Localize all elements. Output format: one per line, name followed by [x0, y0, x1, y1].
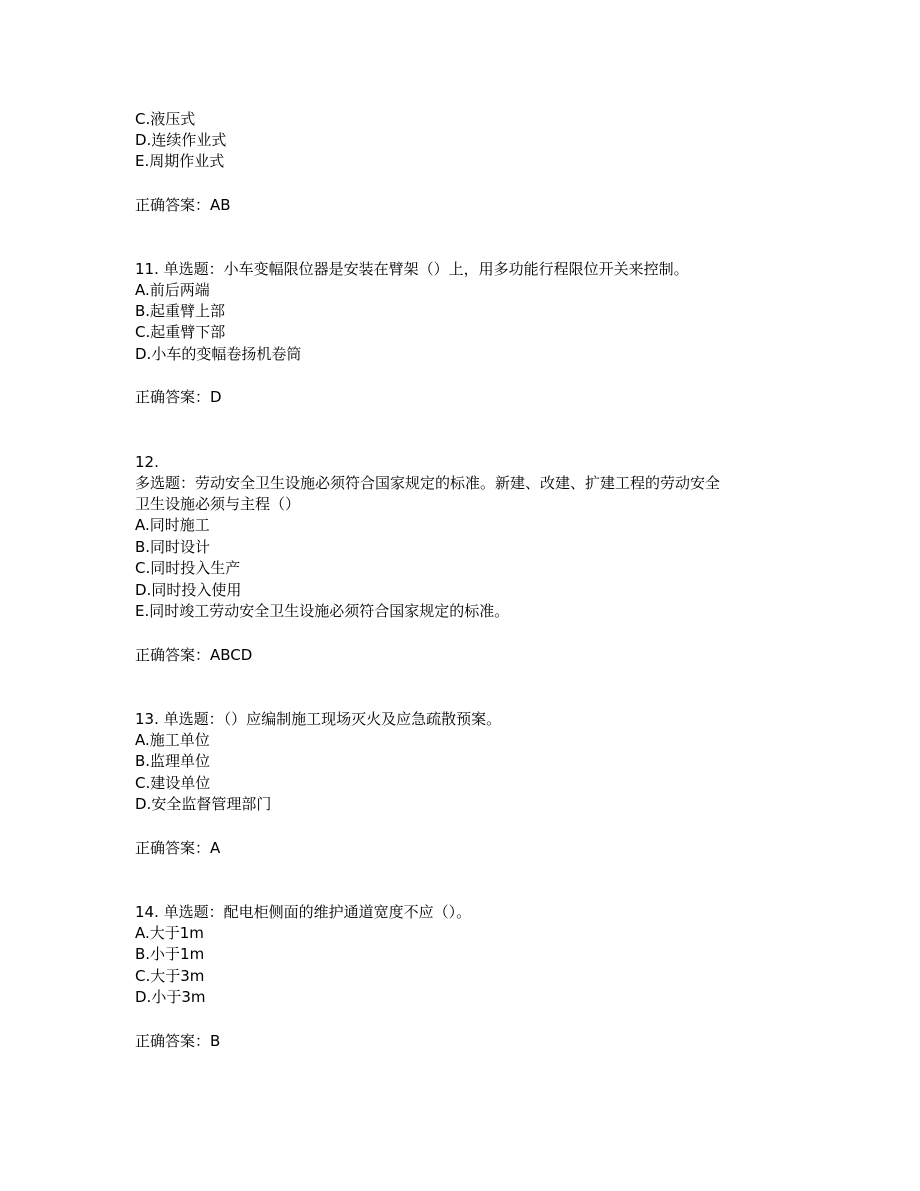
question-12-number: 12. — [135, 453, 159, 471]
q13-option-b: B.监理单位 — [135, 752, 211, 770]
q13-option-a: A.施工单位 — [135, 731, 210, 749]
q12-option-a: A.同时施工 — [135, 516, 210, 534]
question-13-stem: 13. 单选题：（）应编制施工现场灭火及应急疏散预案。 — [135, 710, 502, 728]
q11-answer: 正确答案：D — [135, 388, 222, 406]
q13-answer: 正确答案：A — [135, 839, 221, 857]
question-11-stem: 11. 单选题：小车变幅限位器是安装在臂架（）上，用多功能行程限位开关来控制。 — [135, 260, 689, 278]
option-e: E.周期作业式 — [135, 152, 225, 170]
q11-option-d: D.小车的变幅卷扬机卷筒 — [135, 345, 302, 363]
q14-option-a: A.大于1m — [135, 924, 204, 942]
q12-option-c: C.同时投入生产 — [135, 559, 241, 577]
q11-option-c: C.起重臂下部 — [135, 323, 226, 341]
q12-answer: 正确答案：ABCD — [135, 646, 253, 664]
q14-answer: 正确答案：B — [135, 1032, 221, 1050]
q14-option-b: B.小于1m — [135, 945, 205, 963]
answer-line: 正确答案：AB — [135, 196, 231, 214]
q11-option-a: A.前后两端 — [135, 281, 210, 299]
q13-option-c: C.建设单位 — [135, 774, 211, 792]
q12-option-b: B.同时设计 — [135, 538, 211, 556]
q12-option-d: D.同时投入使用 — [135, 581, 242, 599]
question-12-stem-line2: 卫生设施必须与主程（） — [135, 495, 301, 513]
question-12-stem-line1: 多选题：劳动安全卫生设施必须符合国家规定的标准。新建、改建、扩建工程的劳动安全 — [135, 474, 721, 492]
q12-option-e: E.同时竣工劳动安全卫生设施必须符合国家规定的标准。 — [135, 602, 510, 620]
question-14-stem: 14. 单选题：配电柜侧面的维护通道宽度不应（）。 — [135, 903, 472, 921]
q13-option-d: D.安全监督管理部门 — [135, 795, 272, 813]
option-c: C.液压式 — [135, 110, 196, 128]
q14-option-d: D.小于3m — [135, 988, 206, 1006]
q14-option-c: C.大于3m — [135, 967, 205, 985]
option-d: D.连续作业式 — [135, 131, 227, 149]
q11-option-b: B.起重臂上部 — [135, 302, 226, 320]
